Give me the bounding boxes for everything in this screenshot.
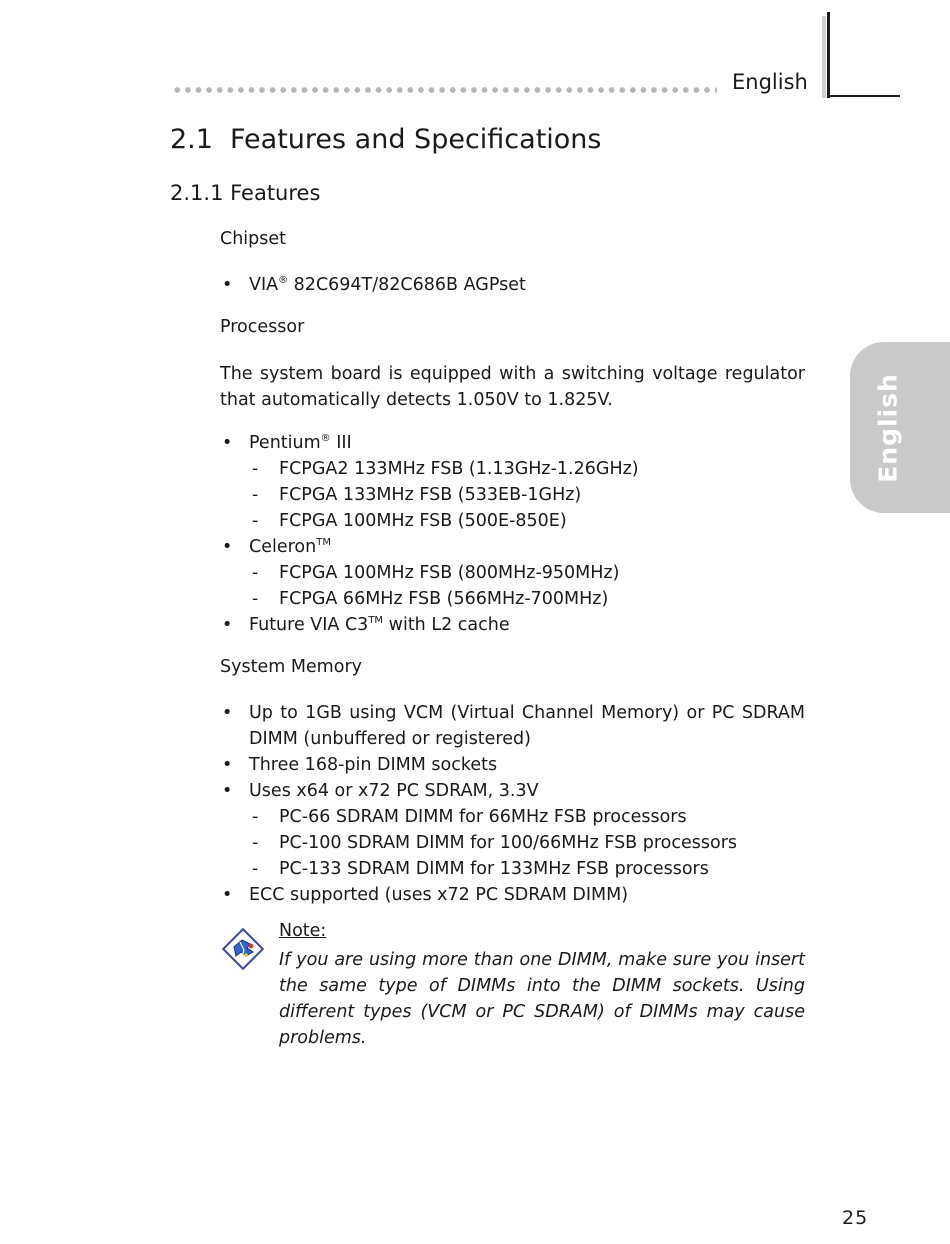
- bullet: •: [222, 885, 233, 905]
- sub-list-item: - PC-133 SDRAM DIMM for 133MHz FSB processors: [252, 859, 709, 879]
- section-number: 2.1: [170, 124, 213, 155]
- crop-mark-shadow: [822, 16, 826, 98]
- section-heading: [170, 124, 601, 155]
- bullet: •: [222, 275, 233, 295]
- processor-heading: Processor: [220, 317, 305, 337]
- bullet: •: [222, 537, 233, 557]
- chipset-heading: Chipset: [220, 229, 287, 249]
- list-item: • Pentium® III: [220, 430, 805, 456]
- note-icon: [220, 926, 266, 972]
- processor-intro: The system board is equipped with a switching voltage regulator that automatically detects 1.050V to 1.825V.: [220, 364, 805, 410]
- sub-list-item: - FCPGA2 133MHz FSB (1.13GHz-1.26GHz): [252, 459, 639, 479]
- list-item: • ECC supported (uses x72 PC SDRAM DIMM): [220, 882, 805, 908]
- bullet: •: [222, 781, 233, 801]
- list-item: • Future VIA C3™ with L2 cache: [220, 612, 805, 638]
- list-item: • Up to 1GB using VCM (Virtual Channel Memory) or PC SDRAM DIMM (unbuffered or registered): [220, 700, 805, 752]
- list-item: • Uses x64 or x72 PC SDRAM, 3.3V: [220, 778, 805, 804]
- bullet: •: [222, 433, 233, 453]
- crop-mark-horizontal: [828, 95, 900, 97]
- bullet: •: [222, 755, 233, 775]
- crop-mark-vertical: [827, 12, 830, 98]
- bullet: •: [222, 703, 233, 723]
- sub-list-item: - FCPGA 100MHz FSB (800MHz-950MHz): [252, 563, 620, 583]
- processor-list: [220, 430, 805, 638]
- header-language-label: English: [732, 70, 808, 94]
- header-dotted-rule: [172, 86, 717, 94]
- note-title: Note:: [279, 921, 327, 941]
- memory-heading: System Memory: [220, 657, 362, 677]
- side-tab-label: English: [873, 373, 903, 483]
- note-text: If you are using more than one DIMM, make sure you insert the same type of DIMMs into the DIMM sockets. Using different types (VCM or PC SDRAM) of DIMMs may cause problems.: [279, 950, 805, 1048]
- list-item: • Celeron™: [220, 534, 805, 560]
- list-item: • Three 168-pin DIMM sockets: [220, 752, 805, 778]
- sub-list-item: - FCPGA 100MHz FSB (500E-850E): [252, 511, 567, 531]
- bullet: •: [222, 615, 233, 635]
- section-title: Features and Specifications: [230, 124, 602, 155]
- chipset-list: [220, 272, 805, 298]
- sub-list-item: - PC-100 SDRAM DIMM for 100/66MHz FSB processors: [252, 833, 738, 853]
- sub-list-item: - FCPGA 66MHz FSB (566MHz-700MHz): [252, 589, 609, 609]
- list-item: • VIA® 82C694T/82C686B AGPset: [220, 272, 805, 298]
- memory-list: [220, 700, 805, 908]
- sub-list-item: - PC-66 SDRAM DIMM for 66MHz FSB processors: [252, 807, 687, 827]
- page-number: 25: [842, 1207, 869, 1229]
- subsection-heading: 2.1.1 Features: [170, 181, 321, 205]
- sub-list-item: - FCPGA 133MHz FSB (533EB-1GHz): [252, 485, 582, 505]
